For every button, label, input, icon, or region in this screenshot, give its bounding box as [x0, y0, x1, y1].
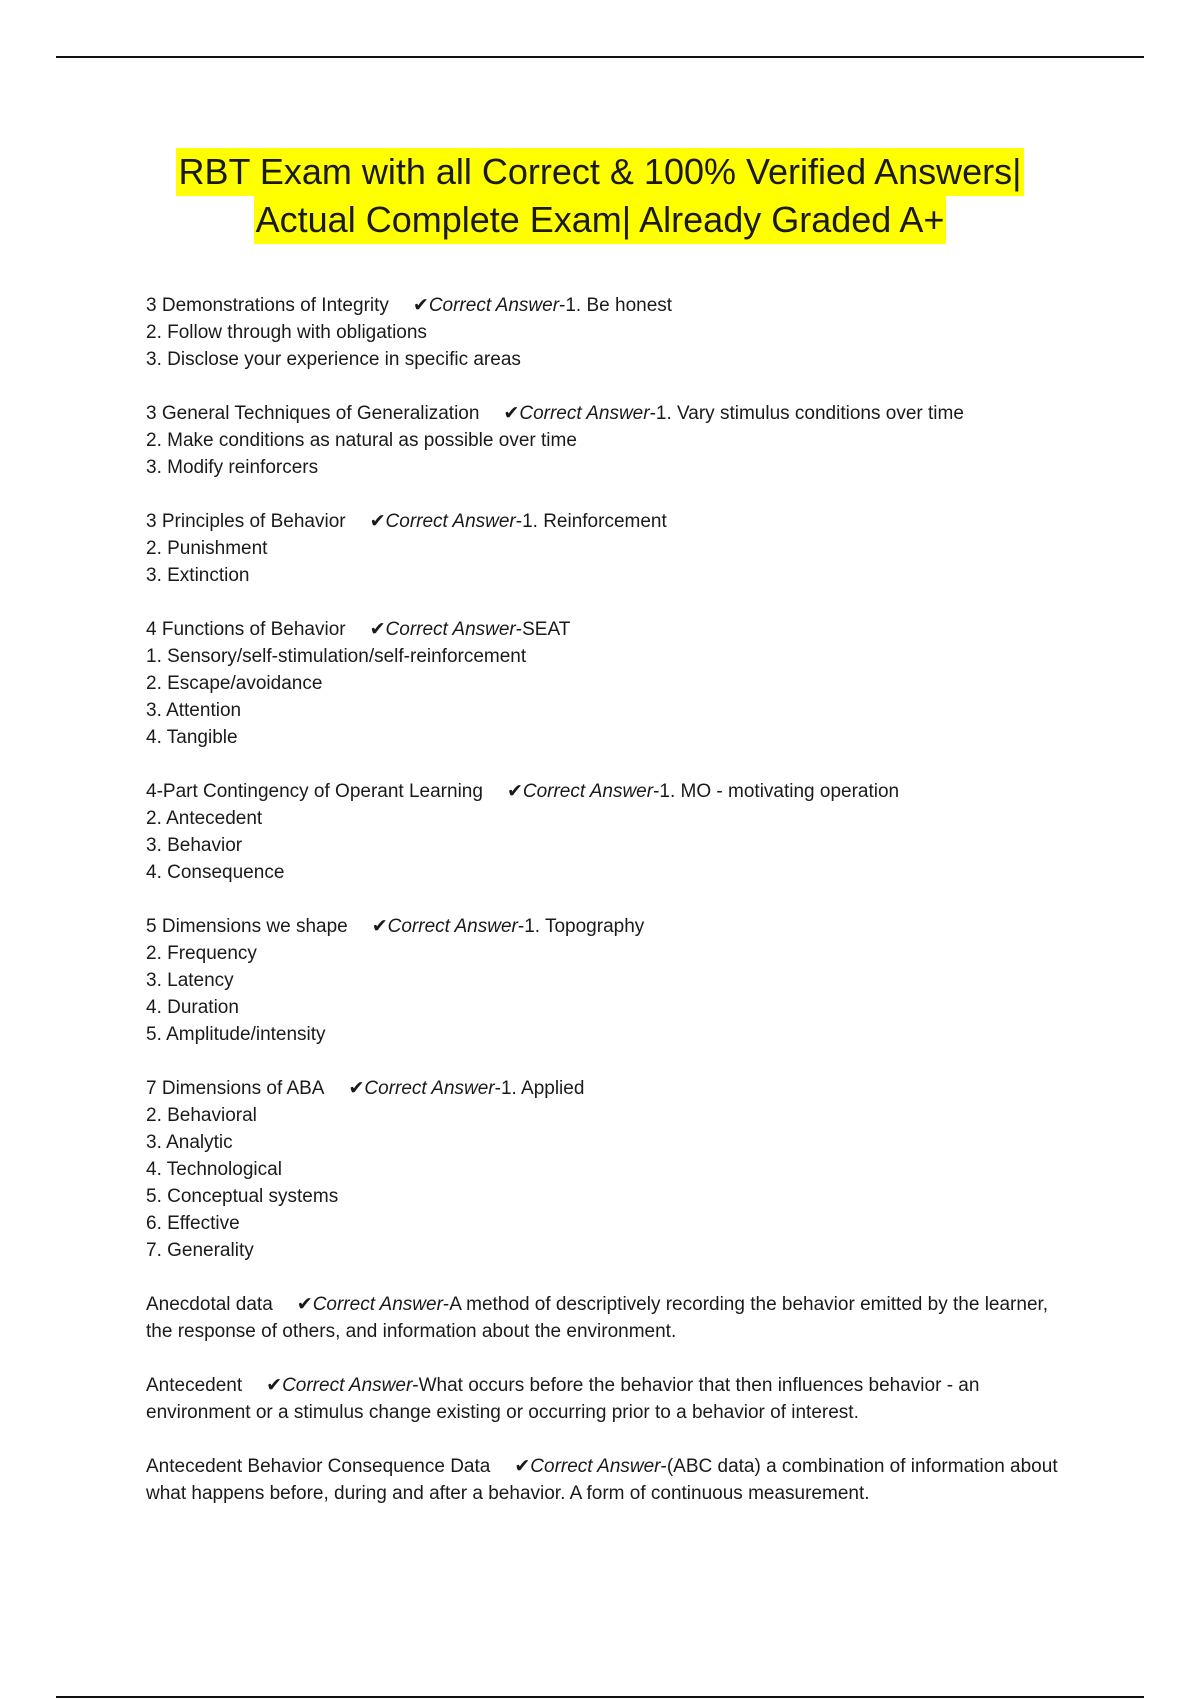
- correct-answer-text: Correct Answer: [519, 403, 650, 424]
- answer-list-item: 2. Antecedent: [146, 808, 263, 829]
- answer-text: 1. Reinforcement: [522, 511, 667, 532]
- checkmark-icon: ✔: [369, 619, 386, 640]
- answer-dash: -: [649, 403, 656, 424]
- qa-first-line: [146, 778, 1066, 805]
- title-line-1: RBT Exam with all Correct & 100% Verified Answers|: [176, 148, 1023, 196]
- checkmark-icon: ✔: [506, 781, 523, 802]
- answer-dash: -: [442, 1294, 450, 1315]
- answer-text: 1. Applied: [500, 1078, 585, 1099]
- correct-answer-label: [370, 619, 516, 640]
- qa-entry: [146, 400, 1066, 481]
- correct-answer-label: [507, 781, 653, 802]
- qa-first-line: [146, 913, 1066, 940]
- correct-answer-label: [372, 916, 518, 937]
- qa-entry: [146, 508, 1066, 589]
- correct-answer-text: Correct Answer: [282, 1375, 413, 1396]
- answer-list-item: 2. Behavioral: [146, 1105, 257, 1126]
- answer-list-item: 4. Duration: [146, 997, 239, 1018]
- question-term: 3 Principles of Behavior: [146, 511, 346, 532]
- answer-list-item: 3. Behavior: [146, 835, 243, 856]
- checkmark-icon: ✔: [369, 511, 386, 532]
- answer-list-item: 3. Modify reinforcers: [146, 457, 319, 478]
- question-term: Anecdotal data: [146, 1294, 273, 1315]
- qa-entry: [146, 913, 1066, 1048]
- bottom-rule: [56, 1696, 1144, 1698]
- correct-answer-text: Correct Answer: [385, 619, 516, 640]
- answer-list-item: 5. Amplitude/intensity: [146, 1024, 326, 1045]
- qa-first-line: [146, 1453, 1066, 1507]
- correct-answer-text: Correct Answer: [522, 781, 654, 802]
- answer-list-item: 3. Latency: [146, 970, 234, 991]
- checkmark-icon: ✔: [412, 295, 429, 316]
- question-term: Antecedent Behavior Consequence Data: [146, 1456, 491, 1477]
- answer-text: 1. Be honest: [565, 295, 673, 316]
- correct-answer-text: Correct Answer: [530, 1456, 661, 1477]
- answer-dash: -: [515, 511, 523, 532]
- qa-first-line: [146, 292, 1066, 319]
- answer-dash: -: [653, 781, 660, 802]
- answer-text: 1. Topography: [524, 916, 645, 937]
- answer-list-item: 4. Technological: [146, 1159, 282, 1180]
- answer-list-item: 3. Disclose your experience in specific areas: [146, 349, 521, 370]
- qa-entry: [146, 1453, 1066, 1507]
- qa-first-line: [146, 1075, 1066, 1102]
- qa-entry: [146, 778, 1066, 886]
- question-term: 4 Functions of Behavior: [146, 619, 346, 640]
- answer-list-item: 5. Conceptual systems: [146, 1186, 339, 1207]
- correct-answer-label: [370, 511, 516, 532]
- qa-list: [146, 292, 1066, 1534]
- checkmark-icon: ✔: [371, 916, 388, 937]
- correct-answer-label: [297, 1294, 443, 1315]
- answer-list-item: 2. Follow through with obligations: [146, 322, 427, 343]
- answer-dash: -: [412, 1375, 419, 1396]
- checkmark-icon: ✔: [266, 1375, 283, 1396]
- qa-entry: [146, 1291, 1066, 1345]
- checkmark-icon: ✔: [514, 1456, 531, 1477]
- qa-entry: [146, 292, 1066, 373]
- answer-list-item: 3. Extinction: [146, 565, 250, 586]
- qa-first-line: [146, 400, 1066, 427]
- checkmark-icon: ✔: [296, 1294, 313, 1315]
- correct-answer-label: [413, 295, 559, 316]
- qa-entry: [146, 616, 1066, 751]
- qa-first-line: [146, 1372, 1066, 1426]
- checkmark-icon: ✔: [503, 403, 520, 424]
- qa-first-line: [146, 1291, 1066, 1345]
- answer-list-item: 2. Punishment: [146, 538, 268, 559]
- answer-text: What occurs before the behavior that then influences behavior - an environment or a stimulus change existing or occurring prior to a behavior of interest.: [146, 1375, 980, 1423]
- correct-answer-text: Correct Answer: [364, 1078, 495, 1099]
- answer-list-item: 3. Analytic: [146, 1132, 233, 1153]
- answer-dash: -: [515, 619, 523, 640]
- correct-answer-text: Correct Answer: [385, 511, 516, 532]
- answer-list-item: 1. Sensory/self-stimulation/self-reinforcement: [146, 646, 527, 667]
- answer-list-item: 2. Escape/avoidance: [146, 673, 323, 694]
- answer-list-item: 7. Generality: [146, 1240, 254, 1261]
- answer-dash: -: [559, 295, 566, 316]
- qa-entry: [146, 1372, 1066, 1426]
- answer-text: 1. MO - motivating operation: [659, 781, 900, 802]
- question-term: 7 Dimensions of ABA: [146, 1078, 325, 1099]
- answer-list-item: 4. Consequence: [146, 862, 285, 883]
- checkmark-icon: ✔: [348, 1078, 365, 1099]
- correct-answer-text: Correct Answer: [387, 916, 518, 937]
- question-term: 5 Dimensions we shape: [146, 916, 348, 937]
- question-term: 3 Demonstrations of Integrity: [146, 295, 389, 316]
- answer-dash: -: [660, 1456, 667, 1477]
- answer-list-item: 6. Effective: [146, 1213, 240, 1234]
- correct-answer-label: [348, 1078, 494, 1099]
- answer-dash: -: [494, 1078, 501, 1099]
- answer-dash: -: [517, 916, 525, 937]
- answer-text: (ABC data) a combination of information about what happens before, during and after a behavior. A form of continuous measurement.: [146, 1456, 1058, 1504]
- correct-answer-text: Correct Answer: [312, 1294, 443, 1315]
- answer-text: SEAT: [522, 619, 571, 640]
- answer-list-item: 2. Frequency: [146, 943, 257, 964]
- answer-text: A method of descriptively recording the behavior emitted by the learner, the response of others, and information about the environment.: [146, 1294, 1049, 1342]
- qa-entry: [146, 1075, 1066, 1264]
- document-title: [60, 148, 1140, 244]
- correct-answer-label: [514, 1456, 660, 1477]
- question-term: 3 General Techniques of Generalization: [146, 403, 480, 424]
- correct-answer-label: [503, 403, 649, 424]
- qa-first-line: [146, 616, 1066, 643]
- question-term: Antecedent: [146, 1375, 243, 1396]
- correct-answer-text: Correct Answer: [428, 295, 560, 316]
- answer-list-item: 2. Make conditions as natural as possible over time: [146, 430, 577, 451]
- title-line-2: Actual Complete Exam| Already Graded A+: [254, 196, 947, 244]
- answer-text: 1. Vary stimulus conditions over time: [655, 403, 964, 424]
- top-rule: [56, 56, 1144, 58]
- answer-list-item: 4. Tangible: [146, 727, 238, 748]
- answer-list-item: 3. Attention: [146, 700, 242, 721]
- qa-first-line: [146, 508, 1066, 535]
- question-term: 4-Part Contingency of Operant Learning: [146, 781, 483, 802]
- correct-answer-label: [266, 1375, 412, 1396]
